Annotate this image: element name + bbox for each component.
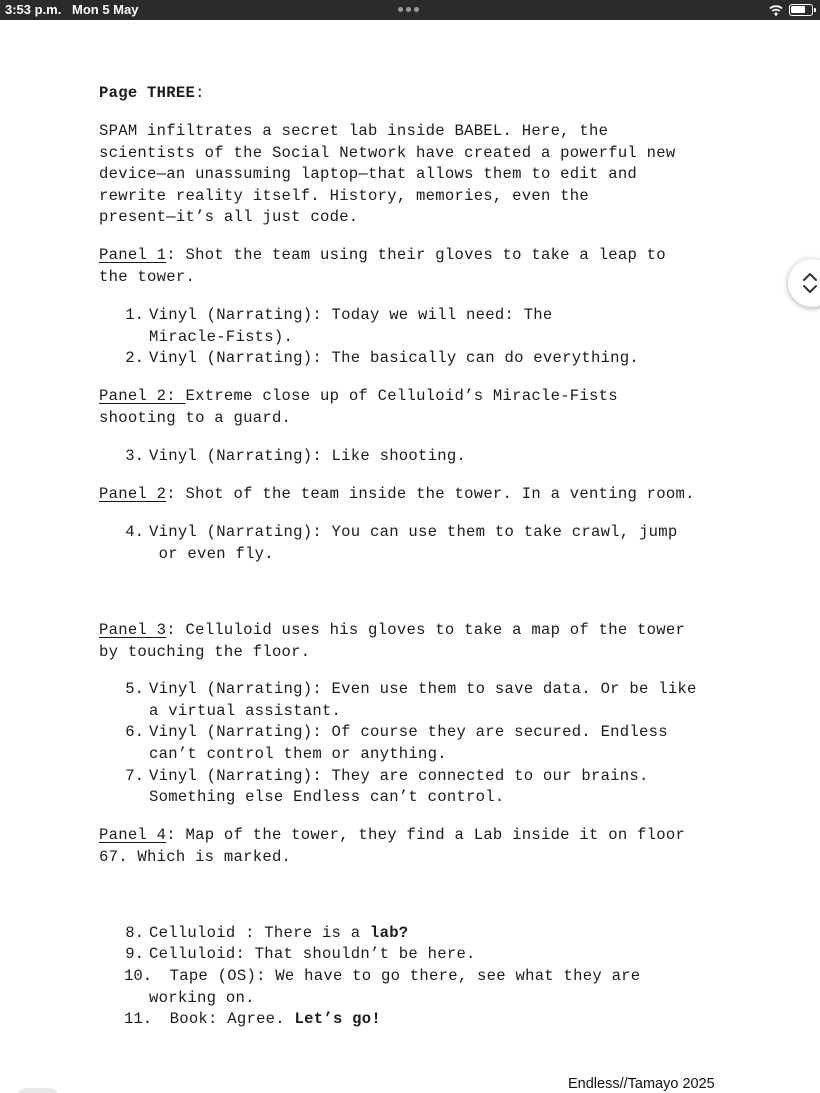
page-label-suffix: : [195, 84, 205, 102]
panel-label: Panel 4 [99, 826, 167, 844]
panel-label: Panel 2: [99, 387, 186, 405]
list-item: a virtual assistant. [149, 702, 342, 720]
intro-line: device—an unassuming laptop—that allows them to edit and [99, 165, 638, 183]
status-date: Mon 5 May [72, 2, 139, 17]
intro-line: SPAM infiltrates a secret lab inside BABEL. Here, the [99, 122, 609, 140]
intro-line: present—it’s all just code. [99, 208, 359, 226]
list-number: 6. [125, 723, 144, 741]
panel-3-heading [99, 620, 685, 642]
list-item: can’t control them or anything. [149, 745, 447, 763]
panel-label: Panel 1 [99, 246, 167, 264]
panel-text: the tower. [99, 268, 196, 286]
list-item-emphasis: Let’s go! [294, 1010, 381, 1028]
page-title [99, 83, 205, 105]
panel-text: by touching the floor. [99, 643, 311, 661]
list-item: Vinyl (Narrating): Of course they are secured. Endless [149, 723, 668, 741]
panel-text: : Celluloid uses his gloves to take a map of the tower [166, 621, 686, 639]
list-item: working on. [149, 989, 255, 1007]
panel-text: : Shot the team using their gloves to take a leap to [166, 246, 666, 264]
list-number: 8. [125, 924, 144, 942]
list-number: 3. [125, 447, 144, 465]
list-item: Vinyl (Narrating): You can use them to take crawl, jump [149, 523, 678, 541]
list-item: Vinyl (Narrating): They are connected to our brains. [149, 767, 649, 785]
intro-line: rewrite reality itself. History, memories, even the [99, 187, 589, 205]
panel-label: Panel 3 [99, 621, 167, 639]
intro-line: scientists of the Social Network have created a powerful new [99, 144, 676, 162]
list-item: Celluloid: That shouldn’t be here. [149, 945, 476, 963]
panel-1-heading [99, 245, 666, 267]
list-item-text: Book: Agree. [160, 1010, 295, 1028]
chevron-up-down-icon [800, 271, 820, 295]
list-item: Something else Endless can’t control. [149, 788, 505, 806]
list-item [149, 923, 408, 945]
panel-text: : Map of the tower, they find a Lab inside it on floor [166, 826, 686, 844]
panel-2-heading [99, 386, 618, 408]
list-item [160, 1009, 381, 1031]
panel-label: Panel 2 [99, 485, 167, 503]
panel-text: Extreme close up of Celluloid’s Miracle-Fists [185, 387, 618, 405]
list-item: Vinyl (Narrating): Today we will need: The [149, 306, 553, 324]
home-indicator [18, 1088, 58, 1093]
list-item: Vinyl (Narrating): The basically can do everything. [149, 349, 639, 367]
list-number: 1. [125, 306, 144, 324]
page-footer: Endless//Tamayo 2025 [568, 1076, 715, 1092]
panel-2b-heading [99, 484, 695, 506]
list-number: 11. [124, 1010, 153, 1028]
list-number: 7. [125, 767, 144, 785]
list-number: 10. [124, 967, 153, 985]
list-item: Vinyl (Narrating): Even use them to save data. Or be like [149, 680, 697, 698]
list-item: or even fly. [149, 545, 274, 563]
list-item: Vinyl (Narrating): Like shooting. [149, 447, 467, 465]
list-item: Miracle-Fists). [149, 328, 294, 346]
list-item-text: Celluloid : There is a [149, 924, 370, 942]
list-item-emphasis: lab? [369, 924, 409, 942]
status-time: 3:53 p.m. [5, 2, 62, 17]
panel-text: : Shot of the team inside the tower. In a venting room. [166, 485, 695, 503]
panel-text: 67. Which is marked. [99, 848, 292, 866]
list-number: 2. [125, 349, 144, 367]
panel-4-heading [99, 825, 685, 847]
list-number: 5. [125, 680, 144, 698]
list-item: Tape (OS): We have to go there, see what they are [160, 967, 641, 985]
page-label: Page THREE [99, 84, 196, 102]
panel-text: shooting to a guard. [99, 409, 292, 427]
list-number: 4. [125, 523, 144, 541]
list-number: 9. [125, 945, 144, 963]
